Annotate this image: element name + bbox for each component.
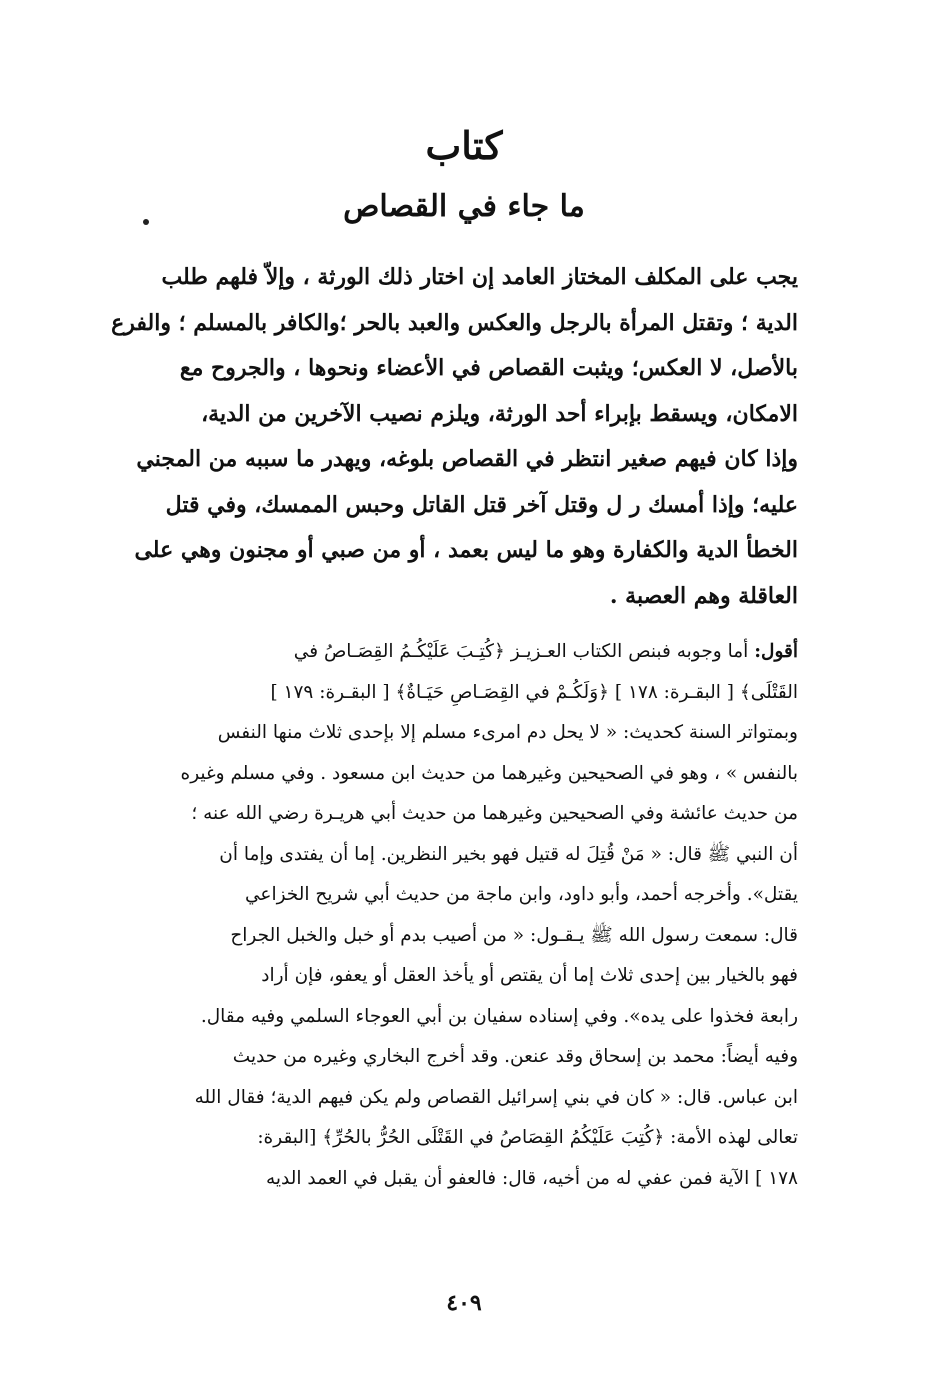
main-text-line: بالأصل، لا العكس؛ ويثبت القصاص في الأعضاء ونحوها ، والجروح مع [179, 355, 798, 381]
page-number: ٤٠٩ [446, 1290, 482, 1316]
main-text-line: العاقلة وهم العصبة . [609, 582, 798, 609]
commentary-line: القَتْلَى﴾ [ البقـرة: ١٧٨ ] ﴿وَلَكُـمْ في القِصَـاصِ حَيَـاةٌ﴾ [ البقـرة: ١٧٩ ] [270, 681, 798, 703]
commentary-first-line [98, 632, 798, 673]
commentary-line: يقتل». وأخرجه أحمد، وأبو داود، وابن ماجة من حديث أبي شريح الخزاعي [244, 884, 798, 905]
commentary-text [98, 632, 798, 1199]
commentary-line: ابن عباس. قال: « كان في بني إسرائيل القصاص ولم يكن فيهم الدية؛ فقال الله [194, 1086, 798, 1108]
commentary-line: قال: سمعت رسول الله ﷺ يـقـول: « من أصيب بدم أو خبل والخبل الجراح [230, 924, 798, 946]
commentary-line: ١٧٨ ] الآية فمن عفي له من أخيه، قال: فالعفو أن يقبل في العمد الديه [265, 1167, 798, 1189]
main-text-line: الامكان، ويسقط بإبراء أحد الورثة، ويلزم نصيب الآخرين من الدية، [201, 400, 798, 427]
commentary-line: أما وجوبه فبنص الكتاب العـزيـز ﴿كُتِـبَ عَلَيْكُـمُ القِصَـاصُ في [293, 641, 755, 662]
commentary-line: أن النبي ﷺ قال: « مَنْ قُتِلَ له قتيل فهو بخير النظرين. إما أن يفتدى وإما أن [219, 843, 798, 865]
main-text-line: عليه؛ وإذا أمسك ر ل وقتل آخر قتل القاتل وحبس الممسك، وفي قتل [165, 491, 798, 518]
main-text-line: وإذا كان فيهم صغير انتظر في القصاص بلوغه، ويهدر ما سببه من المجني [136, 446, 798, 472]
book-title: كتاب [425, 123, 503, 168]
ink-dot [143, 219, 149, 225]
chapter-title: ما جاء في القصاص [343, 189, 585, 224]
main-text [98, 255, 798, 619]
main-text-line: الخطأ الدية والكفارة وهو ما ليس بعمد ، أو من صبي أو مجنون وهي على [134, 537, 798, 563]
commentary-line: وبمتواتر السنة كحديث: « لا يحل دم امرىء مسلم إلا بإحدى ثلاث منها النفس [217, 722, 798, 743]
main-text-line: الدية ؛ وتقتل المرأة بالرجل والعكس والعبد بالحر ؛والكافر بالمسلم ؛ والفرع [111, 309, 798, 336]
commentary-line: رابعة فخذوا على يده». وفي إسناده سفيان بن أبي العوجاء السلمي وفيه مقال. [200, 1005, 798, 1027]
commentary-line: بالنفس » ، وهو في الصحيحين وغيرهما من حديث ابن مسعود . وفي مسلم وغيره [180, 762, 798, 784]
commentary-line: تعالى لهذه الأمة: ﴿كُتِبَ عَلَيْكُمُ القِصَاصُ في القَتْلَى الحُرُّ بالحُرِّ﴾ [البقرة: [257, 1127, 798, 1148]
commentary-line: وفيه أيضاً: محمد بن إسحاق وقد عنعن. وقد أخرج البخاري وغيره من حديث [232, 1046, 798, 1067]
main-text-line: يجب على المكلف المختاز العامد إن اختار ذلك الورثة ، وإلاّ فلهم طلب [161, 264, 798, 290]
commentary-lead: أقول: [754, 641, 798, 662]
commentary-line: فهو بالخيار بين إحدى ثلاث إما أن يقتص أو يأخذ العقل أو يعفو، فإن أراد [261, 965, 798, 986]
commentary-line: من حديث عائشة وفي الصحيحين وغيرهما من حديث أبي هريـرة رضي الله عنه ؛ [191, 803, 798, 824]
